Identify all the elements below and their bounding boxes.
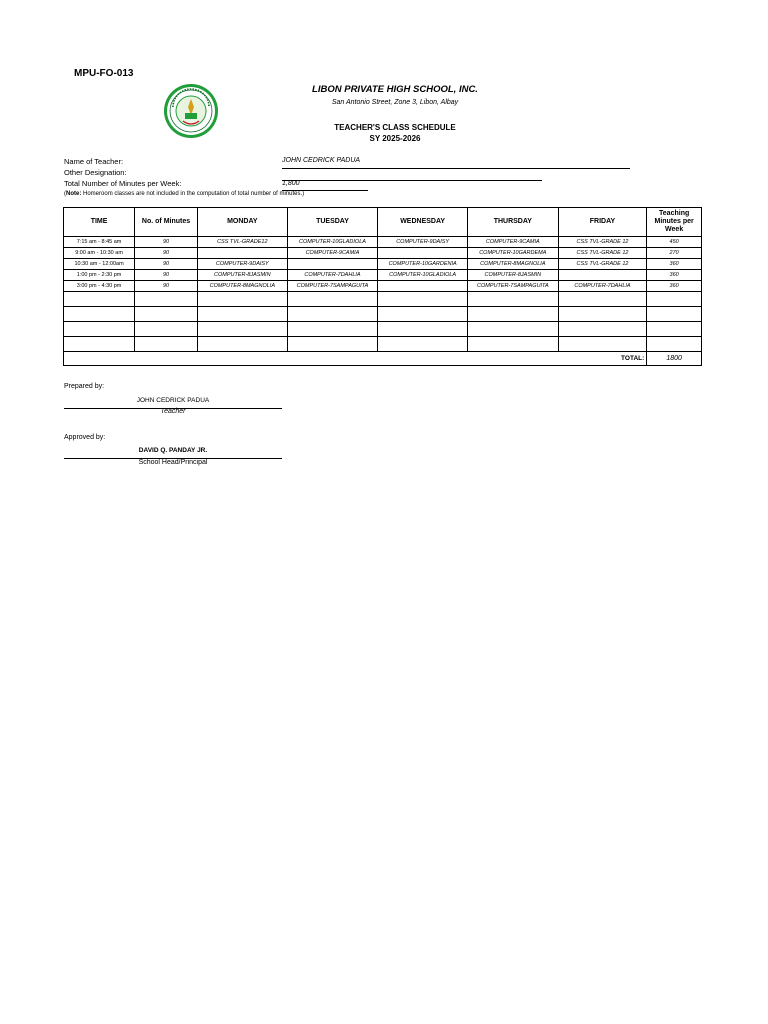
- school-year: SY 2025-2026: [369, 134, 421, 143]
- teacher-name-label: Name of Teacher:: [64, 157, 124, 166]
- cell-weekly-minutes: 360: [647, 259, 702, 270]
- approved-by-label: Approved by:: [64, 434, 106, 441]
- cell-monday: COMPUTER-9DAISY: [197, 259, 287, 270]
- cell-tuesday: COMPUTER-10GLADIOLA: [287, 237, 378, 248]
- cell-thursday: COMPUTER-9CAMIA: [467, 237, 558, 248]
- cell-friday: CSS TVL-GRADE 12: [558, 259, 647, 270]
- approved-by-role: School Head/Principal: [138, 459, 208, 466]
- cell-weekly-minutes: 360: [647, 270, 702, 281]
- cell-wednesday: COMPUTER-9DAISY: [378, 237, 468, 248]
- table-header-row: [64, 208, 702, 237]
- document-title: [240, 122, 550, 144]
- empty-row: [64, 307, 702, 322]
- cell-tuesday: COMPUTER-7SAMPAGUITA: [287, 281, 378, 292]
- table-row: [64, 281, 702, 292]
- class-schedule-table: [63, 207, 702, 366]
- header-time: TIME: [64, 208, 135, 237]
- note-text: Homeroom classes are not included in the computation of total number of minutes.): [81, 191, 305, 197]
- cell-friday: CSS TVL-GRADE 12: [558, 248, 647, 259]
- cell-monday: CSS TVL-GRADE12: [197, 237, 287, 248]
- cell-thursday: COMPUTER-10GARDEMA: [467, 248, 558, 259]
- table-row: [64, 270, 702, 281]
- cell-time: 3:00 pm - 4:30 pm: [64, 281, 135, 292]
- cell-friday: CSS TVL-GRADE 12: [558, 237, 647, 248]
- total-minutes-value: 1,800: [282, 180, 368, 191]
- table-row: [64, 259, 702, 270]
- cell-monday: [197, 248, 287, 259]
- cell-minutes: 90: [135, 248, 198, 259]
- cell-wednesday: COMPUTER-10GLADIOLA: [378, 270, 468, 281]
- designation-label: Other Designation:: [64, 168, 127, 177]
- total-row: [64, 352, 702, 366]
- header-thursday: THURSDAY: [467, 208, 558, 237]
- cell-minutes: 90: [135, 237, 198, 248]
- cell-tuesday: COMPUTER-7DAHLIA: [287, 270, 378, 281]
- header-friday: FRIDAY: [558, 208, 647, 237]
- cell-friday: COMPUTER-7DAHLIA: [558, 281, 647, 292]
- cell-time: 7:15 am - 8:45 am: [64, 237, 135, 248]
- approved-by-name: DAVID Q. PANDAY JR.: [138, 447, 208, 454]
- cell-wednesday: [378, 281, 468, 292]
- total-minutes-label: Total Number of Minutes per Week:: [64, 179, 182, 188]
- cell-weekly-minutes: 360: [647, 281, 702, 292]
- header-tuesday: TUESDAY: [287, 208, 378, 237]
- table-row: [64, 237, 702, 248]
- school-seal-logo: [163, 83, 219, 139]
- cell-thursday: COMPUTER-8JASMIN: [467, 270, 558, 281]
- school-name: LIBON PRIVATE HIGH SCHOOL, INC.: [312, 84, 478, 95]
- teacher-name-value: JOHN CEDRICK PADUA: [282, 157, 630, 169]
- cell-monday: COMPUTER-8MAGNOLIA: [197, 281, 287, 292]
- prepared-by-label: Prepared by:: [64, 383, 105, 390]
- cell-time: 10:30 am - 12:00am: [64, 259, 135, 270]
- cell-time: 9:00 am - 10:30 am: [64, 248, 135, 259]
- cell-minutes: 90: [135, 259, 198, 270]
- note-bold: Note:: [66, 191, 82, 197]
- cell-thursday: COMPUTER-8MAGNOLIA: [467, 259, 558, 270]
- empty-row: [64, 322, 702, 337]
- empty-row: [64, 292, 702, 307]
- form-code: MPU-FO-013: [74, 68, 134, 79]
- cell-weekly-minutes: 270: [647, 248, 702, 259]
- cell-tuesday: [287, 259, 378, 270]
- empty-row: [64, 337, 702, 352]
- total-value: 1800: [647, 352, 702, 366]
- cell-weekly-minutes: 450: [647, 237, 702, 248]
- cell-minutes: 90: [135, 270, 198, 281]
- cell-tuesday: COMPUTER-9CAMIA: [287, 248, 378, 259]
- homeroom-note: [64, 191, 304, 197]
- document-title-text: TEACHER'S CLASS SCHEDULE: [334, 123, 456, 132]
- total-label: TOTAL:: [64, 352, 647, 366]
- header-teaching-minutes: Teaching Minutes per Week: [647, 208, 702, 237]
- cell-time: 1:00 pm - 2:30 pm: [64, 270, 135, 281]
- prepared-by-name: JOHN CEDRICK PADUA: [136, 397, 210, 404]
- table-row: [64, 248, 702, 259]
- cell-minutes: 90: [135, 281, 198, 292]
- cell-friday: [558, 270, 647, 281]
- school-address: San Antonio Street, Zone 3, Libon, Albay: [331, 99, 459, 106]
- cell-wednesday: [378, 248, 468, 259]
- header-wednesday: WEDNESDAY: [378, 208, 468, 237]
- header-minutes: No. of Minutes: [135, 208, 198, 237]
- prepared-by-role: Teacher: [160, 408, 186, 415]
- cell-wednesday: COMPUTER-10GARDENIA: [378, 259, 468, 270]
- note-open-paren: (: [64, 191, 66, 197]
- cell-monday: COMPUTER-8JASMIN: [197, 270, 287, 281]
- header-monday: MONDAY: [197, 208, 287, 237]
- cell-thursday: COMPUTER-7SAMPAGUITA: [467, 281, 558, 292]
